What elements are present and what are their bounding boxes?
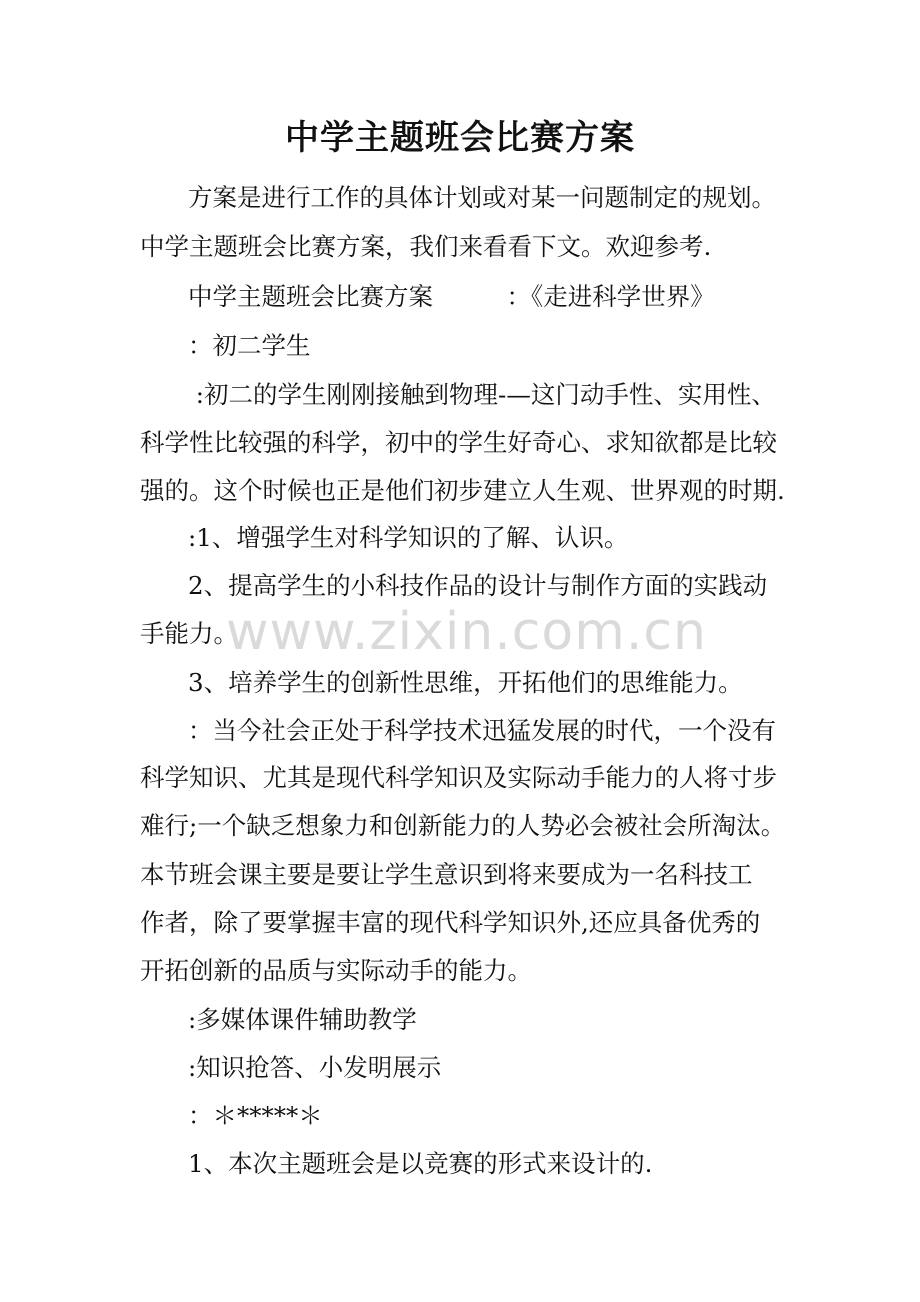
paragraph-line: 手能力。 (140, 619, 238, 648)
paragraph-line: 方案是进行工作的具体计划或对某一问题制定的规划。 (188, 183, 776, 212)
paragraph-line: :多媒体课件辅助教学 (188, 1005, 417, 1034)
paragraph-line: ：初二学生 (188, 331, 311, 360)
paragraph-line: :知识抢答、小发明展示 (188, 1053, 442, 1082)
paragraph-line: 1、本次主题班会是以竞赛的形式来设计的. (188, 1149, 653, 1178)
document-title: 中学主题班会比赛方案 (285, 118, 635, 158)
watermark: www.zixin.com.cn (226, 602, 707, 662)
paragraph-line: 中学主题班会比赛方案 ：《走进科学世界》 (188, 282, 715, 311)
paragraph-line: ：当今社会正处于科学技术迅猛发展的时代，一个没有 (188, 716, 776, 745)
paragraph-line: :1、增强学生对科学知识的了解、认识。 (188, 523, 629, 552)
paragraph-line: 科学性比较强的科学，初中的学生好奇心、求知欲都是比较 (140, 428, 777, 457)
paragraph-line: 难行;一个缺乏想象力和创新能力的人势必会被社会所淘汰。 (140, 811, 786, 840)
paragraph-line: 本节班会课主要是要让学生意识到将来要成为一名科技工 (140, 860, 753, 889)
paragraph-line: 科学知识、尤其是现代科学知识及实际动手能力的人将寸步 (140, 763, 777, 792)
paragraph-line: ：＊*****＊ (188, 1101, 323, 1130)
paragraph-line: 开拓创新的品质与实际动手的能力。 (140, 956, 532, 985)
paragraph-line: 作者，除了要掌握丰富的现代科学知识外,还应具备优秀的 (140, 908, 761, 937)
paragraph-line: 强的。这个时候也正是他们初步建立人生观、世界观的时期. (140, 476, 785, 505)
paragraph-line: :初二的学生刚刚接触到物理-—这门动手性、实用性、 (188, 380, 776, 409)
paragraph-line: 3、培养学生的创新性思维，开拓他们的思维能力。 (188, 668, 743, 697)
paragraph-line: 中学主题班会比赛方案，我们来看看下文。欢迎参考. (140, 232, 712, 261)
paragraph-line: 2、提高学生的小科技作品的设计与制作方面的实践动 (188, 571, 768, 600)
